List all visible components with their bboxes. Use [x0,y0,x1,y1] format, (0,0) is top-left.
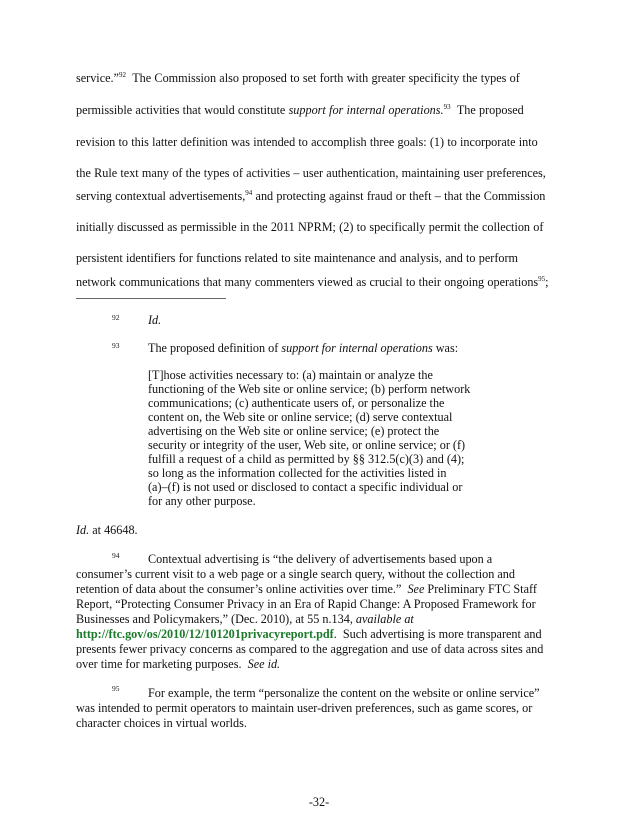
footnote-94-line: retention of data about the consumer’s online activities over time.” See Preliminary FTC Staff [76,582,537,596]
page-number: -32- [308,795,330,809]
footnote-93-quote-line: advertising on the Web site or online service; (e) protect the [148,424,440,438]
footnote-93-citation: Id. at 46648. [76,523,138,537]
body-line-8: network communications that many commenters viewed as crucial to their ongoing operations$^{95}$; [76,275,549,289]
footnote-93-quote-line: security or integrity of the user, Web site, or online service; or (f) [148,438,466,452]
body-line-5: serving contextual advertisements,$^{94}$ and protecting against fraud or theft – that the Commission [76,189,546,203]
footnote-ref-93[interactable]: 93 [443,103,451,111]
body-line-3: revision to this latter definition was intended to accomplish three goals: (1) to incorporate into [76,135,538,149]
body-line-1: service.”$^{92}$ The Commission also proposed to set forth with greater specificity the types of [76,71,520,85]
footnote-94-line: Contextual advertising is “the delivery of advertisements based upon a [148,552,493,566]
footnote-94-line: Report, “Protecting Consumer Privacy in an Era of Rapid Change: A Proposed Framework for [76,597,536,611]
footnote-93-quote-line: fulfill a request of a child as permitted by §§ 312.5(c)(3) and (4); [148,452,465,466]
footnote-94-line: consumer’s current visit to a web page or a single search query, without the collection and [76,567,515,581]
footnote-93-quote-line: [T]hose activities necessary to: (a) maintain or analyze the [148,368,433,382]
footnote-94-line: presents fewer privacy concerns as compared to the aggregation and use of data across sites and [76,642,544,656]
footnote-93-intro: The proposed definition of support for internal operations was: [148,341,459,355]
footnote-94-line: Businesses and Policymakers,” (Dec. 2010), at 55 n.134, available at [76,612,414,626]
footnote-93-quote-line: content on, the Web site or online service; (d) serve contextual [148,410,453,424]
footnote-93-quote-line: functioning of the Web site or online service; (b) perform network [148,382,471,396]
ftc-report-link[interactable]: http://ftc.gov/os/2010/12/101201privacyreport.pdf [76,627,334,641]
footnote-93-quote-line: communications; (c) authenticate users of, or personalize the [148,396,445,410]
footnote-95-line: For example, the term “personalize the content on the website or online service” [148,686,540,700]
footnote-ref-94[interactable]: 94 [245,189,253,197]
footnote-ref-95[interactable]: 95 [538,275,546,283]
footnote-92-text: Id. [148,313,162,327]
body-line-6: initially discussed as permissible in the 2011 NPRM; (2) to specifically permit the collection of [76,220,544,234]
footnote-93-quote-line: so long as the information collected for the activities listed in [148,466,447,480]
body-line-7: persistent identifiers for functions related to site maintenance and analysis, and to perform [76,251,519,265]
footnote-ref-92[interactable]: 92 [118,71,126,79]
footnote-number-92: 92 [112,313,120,322]
footnote-number-95: 95 [112,684,120,693]
footnote-separator [76,298,226,299]
footnote-95-line: was intended to permit operators to maintain user-driven preferences, such as game scores, or [76,701,533,715]
footnote-number-93: 93 [112,341,120,350]
footnote-number-94: 94 [112,551,120,560]
footnote-93-quote-line: for any other purpose. [148,494,256,508]
footnote-95-line: character choices in virtual worlds. [76,716,247,730]
footnote-93-quote-line: (a)–(f) is not used or disclosed to contact a specific individual or [148,480,463,494]
footnote-94-line: http://ftc.gov/os/2010/12/101201privacyreport.pdf. Such advertising is more transparent and [76,627,542,641]
body-line-4: the Rule text many of the types of activities – user authentication, maintaining user preferences, [76,166,546,180]
body-line-2: permissible activities that would constitute support for internal operations.$^{93}$ The proposed [76,103,524,117]
footnote-94-line: over time for marketing purposes. See id. [76,657,281,671]
